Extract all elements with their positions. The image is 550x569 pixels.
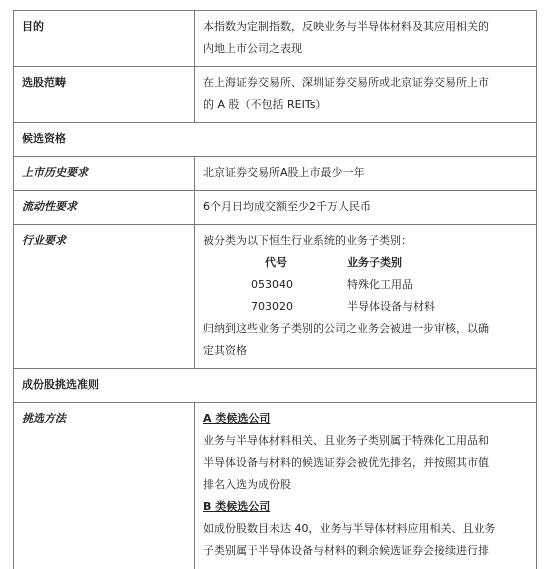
label-method: 挑选方法	[14, 403, 195, 569]
industry-note-line-2: 定其资格	[203, 344, 247, 357]
label-listing: 上市历史要求	[14, 157, 195, 191]
value-universe	[195, 67, 537, 123]
class-a-line-1: 业务与半导体材料相关、且业务子类别属于特殊化工用品和	[203, 434, 489, 447]
index-methodology-table	[13, 10, 537, 569]
class-a-line-2: 半导体设备与材料的候选证券会被优先排名，并按照其市值	[203, 456, 489, 469]
label-eligibility: 候选资格	[14, 123, 537, 157]
value-method	[195, 403, 537, 569]
row-method	[14, 403, 537, 569]
industry-code-table	[251, 252, 530, 318]
label-liquidity: 流动性要求	[14, 191, 195, 225]
value-liquidity: 6个月日均成交额至少2千万人民币	[195, 191, 537, 225]
industry-intro: 被分类为以下恒生行业系统的业务子类别：	[203, 234, 412, 247]
label-constituents: 成份股挑选准则	[14, 369, 537, 403]
class-a-line-3: 排名入选为成份股	[203, 478, 291, 491]
code-1: 053040	[251, 278, 293, 291]
row-liquidity	[14, 191, 537, 225]
class-b-line-1: 如成份股数目未达 40，业务与半导体材料应用相关、且业务	[203, 522, 496, 535]
row-universe	[14, 67, 537, 123]
subcategory-2: 半导体设备与材料	[347, 300, 435, 313]
subcategory-header: 业务子类别	[347, 256, 402, 269]
row-industry	[14, 225, 537, 369]
code-header: 代号	[265, 256, 287, 269]
objective-line-2: 内地上市公司之表现	[203, 42, 302, 55]
value-industry	[195, 225, 537, 369]
label-universe: 选股范畴	[14, 67, 195, 123]
class-b-title: B 类候选公司	[203, 500, 271, 513]
universe-line-2: 的 A 股（不包括 REITs）	[203, 98, 327, 111]
industry-note-line-1: 归纳到这些业务子类别的公司之业务会被进一步审核，以确	[203, 322, 489, 335]
code-2: 703020	[251, 300, 293, 313]
label-industry: 行业要求	[14, 225, 195, 369]
row-objective	[14, 11, 537, 67]
value-listing: 北京证券交易所A股上市最少一年	[195, 157, 537, 191]
row-constituents-section	[14, 369, 537, 403]
row-eligibility-section	[14, 123, 537, 157]
value-objective	[195, 11, 537, 67]
row-listing	[14, 157, 537, 191]
subcategory-1: 特殊化工用品	[347, 278, 413, 291]
class-a-title: A 类候选公司	[203, 412, 271, 425]
universe-line-1: 在上海证券交易所、深圳证券交易所或北京证券交易所上市	[203, 76, 489, 89]
label-objective: 目的	[14, 11, 195, 67]
class-b-line-2: 子类别属于半导体设备与材料的剩余候选证券会接续进行排	[203, 544, 489, 557]
objective-line-1: 本指数为定制指数，反映业务与半导体材料及其应用相关的	[203, 20, 489, 33]
